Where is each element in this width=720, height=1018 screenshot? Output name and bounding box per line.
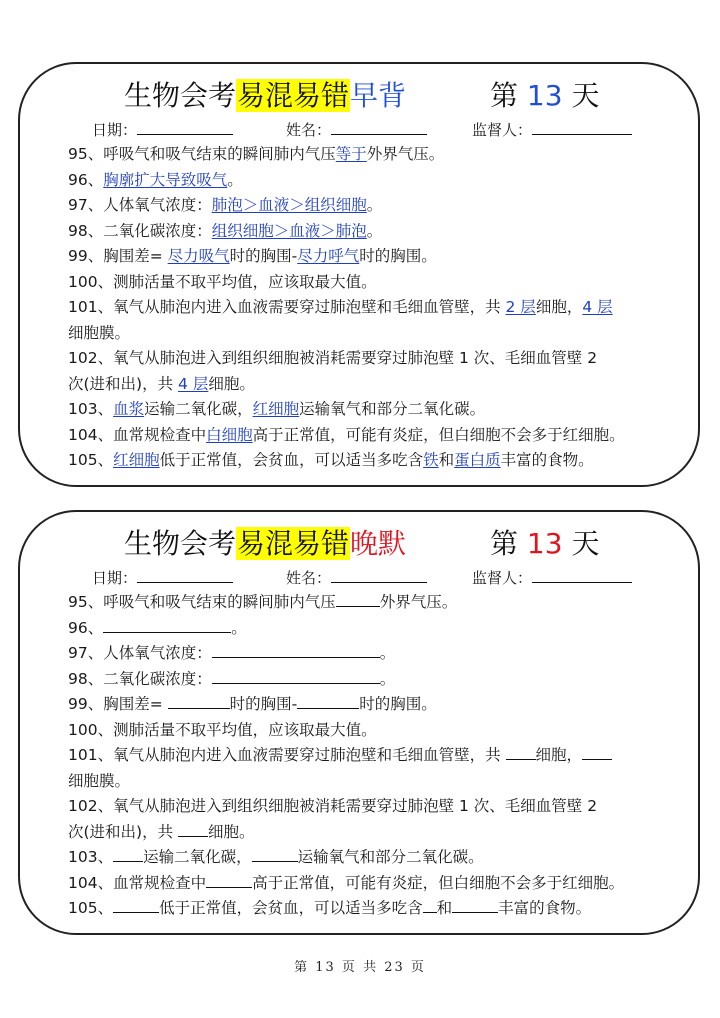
line-text: 104、血常规检查中 bbox=[68, 873, 207, 892]
line-text: 运输二氧化碳， bbox=[144, 400, 253, 418]
list-item bbox=[68, 295, 678, 321]
title-highlight: 易混易错 bbox=[237, 527, 350, 560]
answer-blank[interactable] bbox=[178, 820, 208, 837]
name-field[interactable] bbox=[286, 566, 427, 589]
line-text: 。 bbox=[366, 221, 383, 240]
line-text: 。 bbox=[231, 618, 247, 637]
list-item bbox=[68, 270, 678, 296]
answer-text: 铁 bbox=[423, 451, 439, 469]
line-text: 99、胸围差= bbox=[68, 695, 168, 713]
line-text: 100、测肺活量不取平均值，应该取最大值。 bbox=[68, 720, 377, 739]
line-text: 细胞。 bbox=[208, 374, 255, 393]
line-text: 99、胸围差= bbox=[68, 247, 168, 265]
list-item bbox=[68, 769, 678, 795]
day-suffix: 天 bbox=[571, 527, 600, 560]
date-field[interactable] bbox=[92, 118, 233, 141]
list-item bbox=[68, 820, 678, 846]
supervisor-blank[interactable] bbox=[532, 566, 632, 583]
line-text: 高于正常值，可能有炎症，但白细胞不会多于红细胞。 bbox=[252, 873, 625, 892]
answer-text: 白细胞 bbox=[206, 425, 253, 444]
evening-title-text bbox=[124, 522, 406, 566]
name-label: 姓名： bbox=[286, 121, 332, 139]
date-field[interactable] bbox=[92, 566, 233, 589]
date-blank[interactable] bbox=[137, 566, 233, 583]
line-text: 103、 bbox=[68, 848, 114, 866]
answer-text: 2 层 bbox=[505, 298, 536, 316]
line-text: 96、 bbox=[68, 618, 104, 637]
evening-card bbox=[18, 510, 700, 935]
line-text: 运输氧气和部分二氧化碳。 bbox=[299, 400, 486, 418]
line-text: 95、呼吸气和吸气结束的瞬间肺内气压 bbox=[68, 593, 336, 611]
line-text: 外界气压。 bbox=[366, 145, 445, 163]
list-item bbox=[68, 321, 678, 347]
line-text: 外界气压。 bbox=[379, 593, 458, 611]
line-text: 高于正常值，可能有炎症，但白细胞不会多于红细胞。 bbox=[252, 425, 625, 444]
line-text: 97、人体氧气浓度： bbox=[68, 644, 212, 662]
evening-meta-row bbox=[20, 566, 698, 588]
list-item bbox=[68, 794, 678, 820]
answer-blank[interactable] bbox=[113, 896, 159, 913]
answer-blank[interactable] bbox=[212, 667, 380, 684]
line-text: 时的胸围。 bbox=[359, 247, 437, 265]
answer-text: 蛋白质 bbox=[454, 451, 501, 469]
list-item bbox=[68, 193, 678, 219]
name-label: 姓名： bbox=[286, 569, 332, 587]
supervisor-field[interactable] bbox=[472, 566, 632, 589]
line-text: 次(进和出)，共 bbox=[68, 822, 179, 841]
morning-day-label bbox=[490, 74, 599, 118]
answer-blank[interactable] bbox=[212, 641, 380, 658]
list-item bbox=[68, 244, 678, 270]
line-text: 98、二氧化碳浓度： bbox=[68, 221, 212, 240]
line-text: 次(进和出)，共 bbox=[68, 374, 179, 393]
line-text: 低于正常值，会贫血，可以适当多吃含 bbox=[159, 899, 423, 917]
line-text: 。 bbox=[379, 644, 396, 662]
title-highlight: 易混易错 bbox=[237, 79, 350, 112]
date-label: 日期： bbox=[92, 121, 138, 139]
name-field[interactable] bbox=[286, 118, 427, 141]
line-text: 102、氧气从肺泡进入到组织细胞被消耗需要穿过肺泡壁 1 次、毛细血管壁 2 bbox=[68, 349, 598, 367]
line-text: 102、氧气从肺泡进入到组织细胞被消耗需要穿过肺泡壁 1 次、毛细血管壁 2 bbox=[68, 797, 598, 815]
list-item bbox=[68, 219, 678, 245]
name-blank[interactable] bbox=[331, 566, 427, 583]
answer-blank[interactable] bbox=[452, 896, 498, 913]
answer-text: 尽力呼气 bbox=[297, 247, 360, 265]
list-item bbox=[68, 168, 678, 194]
answer-blank[interactable] bbox=[168, 692, 230, 709]
answer-text: 红细胞 bbox=[252, 400, 300, 418]
list-item bbox=[68, 372, 678, 398]
list-item bbox=[68, 743, 678, 769]
title-suffix: 早背 bbox=[350, 79, 407, 112]
answer-blank[interactable] bbox=[582, 743, 612, 760]
morning-title bbox=[20, 74, 698, 118]
morning-meta-row bbox=[20, 118, 698, 140]
morning-lines bbox=[68, 142, 678, 474]
list-item bbox=[68, 346, 678, 372]
line-text: 101、氧气从肺泡内进入血液需要穿过肺泡壁和毛细血管壁，共 bbox=[68, 746, 506, 764]
answer-blank[interactable] bbox=[336, 590, 380, 607]
line-text: 丰富的食物。 bbox=[498, 899, 592, 917]
answer-text: 尽力吸气 bbox=[167, 247, 230, 265]
line-text: 。 bbox=[379, 669, 396, 688]
list-item bbox=[68, 397, 678, 423]
answer-blank[interactable] bbox=[113, 845, 143, 862]
answer-blank[interactable] bbox=[423, 896, 437, 913]
answer-text: 等于 bbox=[335, 145, 367, 163]
line-text: 运输氧气和部分二氧化碳。 bbox=[297, 848, 484, 866]
answer-blank[interactable] bbox=[103, 616, 231, 633]
list-item bbox=[68, 616, 678, 642]
line-text: 细胞。 bbox=[208, 822, 255, 841]
answer-text: 肺泡＞血液＞组织细胞 bbox=[211, 196, 367, 214]
evening-lines bbox=[68, 590, 678, 922]
date-label: 日期： bbox=[92, 569, 138, 587]
line-text: 细胞膜。 bbox=[68, 771, 131, 790]
list-item bbox=[68, 142, 678, 168]
answer-text: 4 层 bbox=[582, 298, 613, 316]
line-text: 98、二氧化碳浓度： bbox=[68, 669, 212, 688]
list-item bbox=[68, 718, 678, 744]
line-text: 细胞， bbox=[535, 298, 583, 316]
line-text: 丰富的食物。 bbox=[500, 451, 594, 469]
line-text: 细胞膜。 bbox=[68, 323, 131, 342]
list-item bbox=[68, 423, 678, 449]
line-text: 97、人体氧气浓度： bbox=[68, 196, 212, 214]
supervisor-label: 监督人： bbox=[472, 121, 533, 139]
line-text: 105、 bbox=[68, 899, 114, 917]
answer-text: 血浆 bbox=[113, 400, 145, 418]
list-item bbox=[68, 845, 678, 871]
day-prefix: 第 bbox=[490, 527, 519, 560]
list-item bbox=[68, 896, 678, 922]
answer-text: 胸廓扩大导致吸气 bbox=[103, 170, 228, 189]
line-text: 96、 bbox=[68, 170, 104, 189]
line-text: 。 bbox=[227, 170, 243, 189]
answer-blank[interactable] bbox=[206, 871, 252, 888]
line-text: 104、血常规检查中 bbox=[68, 425, 207, 444]
line-text: 和 bbox=[436, 899, 453, 917]
answer-text: 红细胞 bbox=[113, 451, 160, 469]
title-prefix: 生物会考 bbox=[124, 527, 237, 560]
line-text: 时的胸围。 bbox=[359, 695, 437, 713]
day-number: 13 bbox=[526, 79, 563, 112]
answer-text: 组织细胞＞血液＞肺泡 bbox=[211, 221, 367, 240]
line-text: 105、 bbox=[68, 451, 114, 469]
line-text: 。 bbox=[366, 196, 383, 214]
evening-title bbox=[20, 522, 698, 566]
list-item bbox=[68, 667, 678, 693]
morning-title-text bbox=[124, 74, 406, 118]
list-item bbox=[68, 692, 678, 718]
list-item bbox=[68, 448, 678, 474]
name-blank[interactable] bbox=[331, 118, 427, 135]
line-text: 103、 bbox=[68, 400, 114, 418]
page-footer: 第 13 页 共 23 页 bbox=[294, 960, 426, 975]
evening-day-label bbox=[490, 522, 599, 566]
supervisor-label: 监督人： bbox=[472, 569, 533, 587]
answer-blank[interactable] bbox=[252, 845, 298, 862]
list-item bbox=[68, 871, 678, 897]
day-number: 13 bbox=[526, 527, 563, 560]
line-text: 和 bbox=[438, 451, 455, 469]
date-blank[interactable] bbox=[137, 118, 233, 135]
morning-card bbox=[18, 62, 700, 487]
day-suffix: 天 bbox=[571, 79, 600, 112]
line-text: 95、呼吸气和吸气结束的瞬间肺内气压 bbox=[68, 145, 336, 163]
line-text: 运输二氧化碳， bbox=[143, 848, 252, 866]
line-text: 100、测肺活量不取平均值，应该取最大值。 bbox=[68, 272, 377, 291]
line-text: 细胞， bbox=[535, 746, 583, 764]
line-text: 时的胸围- bbox=[229, 247, 298, 265]
list-item bbox=[68, 641, 678, 667]
line-text: 101、氧气从肺泡内进入血液需要穿过肺泡壁和毛细血管壁，共 bbox=[68, 298, 506, 316]
answer-text: 4 层 bbox=[178, 374, 209, 393]
supervisor-blank[interactable] bbox=[532, 118, 632, 135]
supervisor-field[interactable] bbox=[472, 118, 632, 141]
line-text: 低于正常值，会贫血，可以适当多吃含 bbox=[159, 451, 424, 469]
title-prefix: 生物会考 bbox=[124, 79, 237, 112]
title-suffix: 晚默 bbox=[350, 527, 407, 560]
answer-blank[interactable] bbox=[297, 692, 359, 709]
list-item bbox=[68, 590, 678, 616]
line-text: 时的胸围- bbox=[229, 695, 298, 713]
day-prefix: 第 bbox=[490, 79, 519, 112]
answer-blank[interactable] bbox=[506, 743, 536, 760]
